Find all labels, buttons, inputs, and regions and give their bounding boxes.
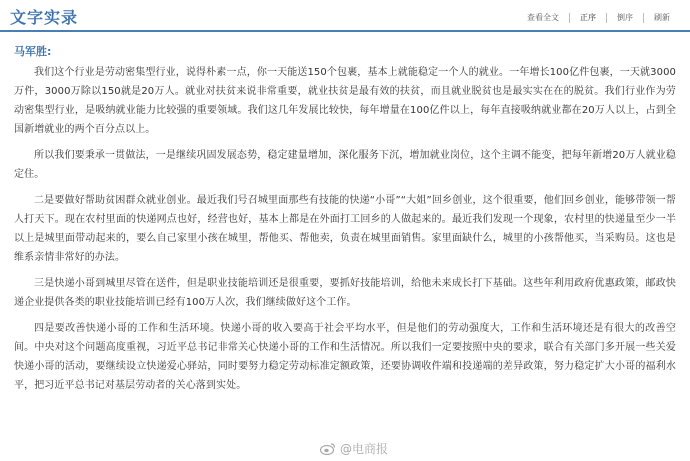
- nav-ascending[interactable]: 正序: [569, 13, 606, 23]
- page-title: 文字实录: [10, 8, 79, 27]
- nav-view-full[interactable]: 查看全文: [527, 13, 559, 22]
- nav-descending[interactable]: 倒序: [606, 13, 643, 23]
- nav-bar: [517, 13, 680, 23]
- paragraph-2: 所以我们要秉承一贯做法，一是继续巩固发展态势，稳定建量增加，深化服务下沉，增加就业岗位，这个主调不能变，把每年新增20万人就业稳定住。: [14, 150, 676, 180]
- watermark-text: @电商报: [340, 442, 389, 456]
- paragraph-4: 三是快递小哥到城里尽管在送件，但是职业技能培训还是很重要，要抓好技能培训，给他未来成长打下基础。这些年利用政府优惠政策，邮政快递企业提供各类的职业技能培训已经有100万人次，我们继续做好这个工作。: [14, 278, 676, 308]
- watermark: [320, 440, 388, 457]
- paragraph-5: 四是要改善快递小哥的工作和生活环境。快递小哥的收入要高于社会平均水平，但是他们的劳动强度大，工作和生活环境还是有很大的改善空间。中央对这个问题高度重视，习近平总书记非常关心快递小哥的工作和生活情况。所以我们一定要按照中央的要求，联合有关部门多开展一些关爱快递小哥的活动，要继续设立快递爱心驿站，同时要努力稳定劳动标准定额政策，还要协调收件端和投递端的差异政策，努力稳定扩大小哥的福利水平，把习近平总书记对基层劳动者的关心落到实处。: [14, 323, 676, 391]
- nav-refresh[interactable]: 刷新: [643, 13, 680, 23]
- paragraph-1: 我们这个行业是劳动密集型行业，说得朴素一点，你一天能送150个包裹，基本上就能稳定一个人的就业。一年增长100亿件包裹，一天就3000万件，3000万除以150就是20万人。就业对扶贫来说非常重要，就业扶贫是最有效的扶贫，而且就业脱贫也是最实实在在的脱贫。我们行业作为劳动密集型行业，是吸纳就业能力比较强的重要领域。我们这几年发展比较快，每年增量在100亿件以上，每年直接吸纳就业都在20万人以上，占到全国新增就业的两个百分点以上。: [14, 67, 676, 135]
- weibo-icon: [320, 442, 336, 455]
- page-header: [0, 0, 690, 32]
- transcript-body: [14, 44, 676, 402]
- speaker-name: 马军胜:: [14, 45, 52, 58]
- paragraph-3: 二是要做好帮助贫困群众就业创业。最近我们号召城里面那些有技能的快递“小哥”“大姐”回乡创业，这个很重要，他们回乡创业，能够带领一帮人打天下。现在农村里面的快递网点也好，经营也好，基本上都是在外面打工回乡的人做起来的。最近我们发现一个现象，农村里的快递量至少一半以上是城里面带动起来的，要么自己家里小孩在城里，帮他买、帮他卖，负责在城里面销售。家里面缺什么，城里的小孩帮他买，当采购员。这也是维系亲情非常好的办法。: [14, 195, 676, 263]
